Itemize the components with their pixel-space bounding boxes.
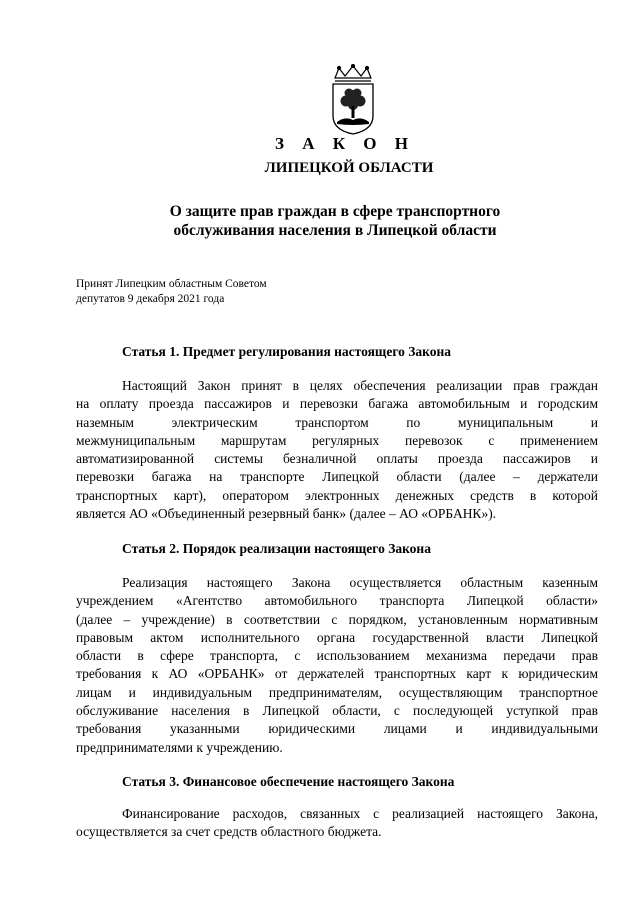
law-subtitle (80, 202, 590, 240)
article-2-heading: Статья 2. Порядок реализации настоящего Закона (122, 541, 431, 556)
article-2-line: (далее – учреждение) в соответствии с порядком, установленным нормативным (76, 611, 598, 627)
adoption-note-line-1: Принят Липецким областным Советом (76, 278, 267, 290)
article-1-heading: Статья 1. Предмет регулирования настоящего Закона (122, 344, 451, 359)
article-1-line: на оплату проезда пассажиров и перевозки багажа автомобильным и городским (76, 396, 598, 412)
article-2-text (76, 574, 598, 757)
article-3-line: осуществляется за счет средств областного бюджета. (76, 824, 382, 840)
document-title: З А К О Н (274, 134, 416, 153)
article-1-line: Настоящий Закон принят в целях обеспечения реализации прав граждан (122, 378, 598, 393)
law-subtitle-line-1: О защите прав граждан в сфере транспортного (169, 203, 501, 220)
article-2-line: правовым актом исполнительного органа государственной власти Липецкой (76, 629, 598, 645)
article-1-line: межмуниципальным маршрутам регулярных перевозок с применением (76, 432, 598, 448)
article-3-heading: Статья 3. Финансовое обеспечение настоящего Закона (122, 774, 455, 789)
article-3-line: Финансирование расходов, связанных с реализацией настоящего Закона, (122, 806, 598, 821)
article-2-line: обслуживание населения в Липецкой области, с последующей уступкой прав (76, 703, 598, 719)
article-2-line: требования к АО «ОРБАНК» от держателей транспортных карт к юридическим (76, 666, 598, 682)
region-title: ЛИПЕЦКОЙ ОБЛАСТИ (264, 160, 434, 176)
article-3-text (76, 805, 598, 842)
article-1-line: автоматизированной системы безналичной оплаты проезда пассажиров и (76, 451, 598, 467)
article-1-line: является АО «Объединенный резервный банк» (далее – АО «ОРБАНК»). (76, 506, 497, 522)
article-2-line: учреждением «Агентство автомобильного транспорта Липецкой области» (76, 593, 598, 609)
article-2-line: предпринимателями к учреждению. (76, 739, 283, 755)
article-2-line: Реализация настоящего Закона осуществляется областным казенным (122, 575, 598, 590)
article-1-line: наземным электрическим транспортом по муниципальным и (76, 414, 598, 430)
article-1-line: перевозки багажа на транспорте Липецкой области (далее – держатели (76, 469, 598, 485)
article-1-line: транспортных карт), оператором электронных денежных средств в которой (76, 487, 598, 503)
article-2-line: лицам и индивидуальным предпринимателям, осуществляющим транспортное (76, 684, 598, 700)
article-2-line: области в сфере транспорта, с использованием механизма передачи прав (76, 648, 598, 664)
adoption-note-line-2: депутатов 9 декабря 2021 года (76, 293, 225, 305)
lipetsk-coat-of-arms-emblem (325, 64, 381, 136)
article-1-text (76, 377, 598, 523)
article-2-line: требования указанными юридическими лицами и индивидуальными (76, 721, 598, 737)
law-subtitle-line-2: обслуживания населения в Липецкой области (173, 222, 497, 239)
adoption-note (76, 277, 267, 307)
